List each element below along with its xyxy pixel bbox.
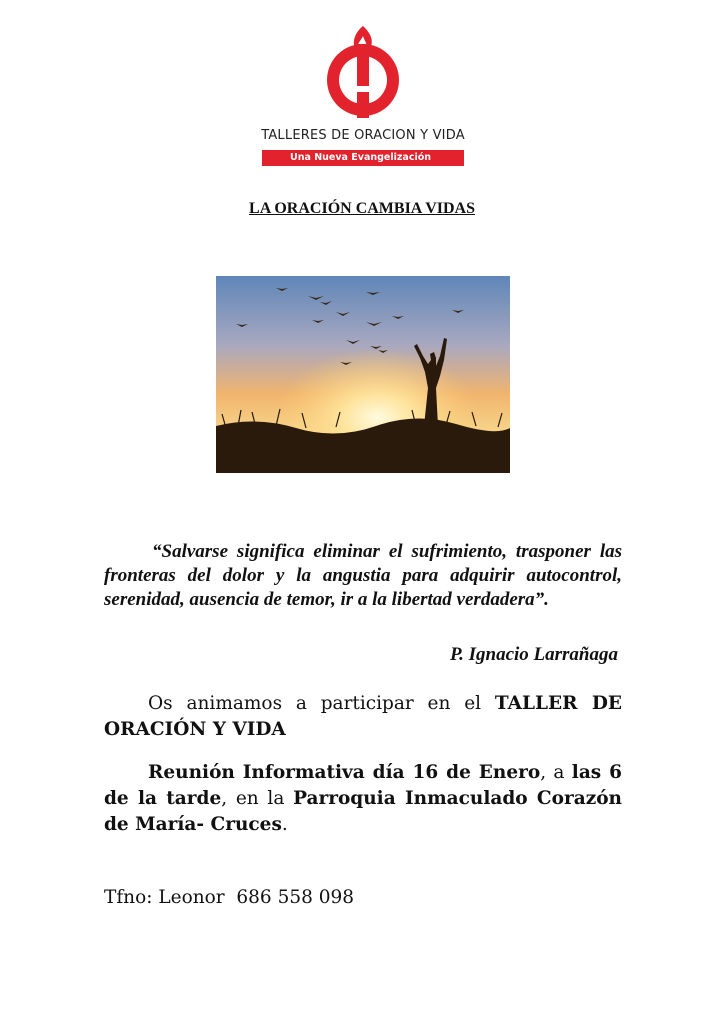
- meeting-time: las 6 de la tarde: [104, 762, 622, 809]
- meeting-date: Reunión Informativa día 16 de Enero: [148, 762, 541, 783]
- meeting-location: Parroquia Inmaculado Corazón de María- Cruces: [104, 788, 622, 835]
- contact-phone: Tfno: Leonor 686 558 098: [104, 887, 355, 908]
- quote-text: “Salvarse significa eliminar el sufrimiento, trasponer las fronteras del dolor y la angustia para adquirir autocontrol, serenidad, ausencia de temor, ir a la libertad verdadera”.: [104, 541, 622, 610]
- meeting-paragraph: [104, 760, 622, 838]
- invitation-paragraph: [104, 691, 622, 743]
- flame-cross-logo-icon: [320, 22, 406, 122]
- organization-logo: [258, 22, 468, 172]
- organization-name: TALLERES DE ORACION Y VIDA: [261, 128, 465, 143]
- page-title: LA ORACIÓN CAMBIA VIDAS: [249, 200, 475, 217]
- meeting-separator-1: , a: [540, 762, 572, 783]
- meeting-separator-2: , en la: [221, 788, 294, 809]
- quote-author: P. Ignacio Larrañaga: [449, 644, 618, 665]
- sunset-silhouette-photo-icon: [216, 276, 510, 473]
- workshop-name: TALLER DE ORACIÓN Y VIDA: [104, 693, 622, 740]
- quote: [104, 540, 622, 612]
- organization-tagline: Una Nueva Evangelización: [262, 150, 464, 166]
- invitation-text: Os animamos a participar en el: [148, 693, 495, 714]
- meeting-end: .: [281, 814, 288, 835]
